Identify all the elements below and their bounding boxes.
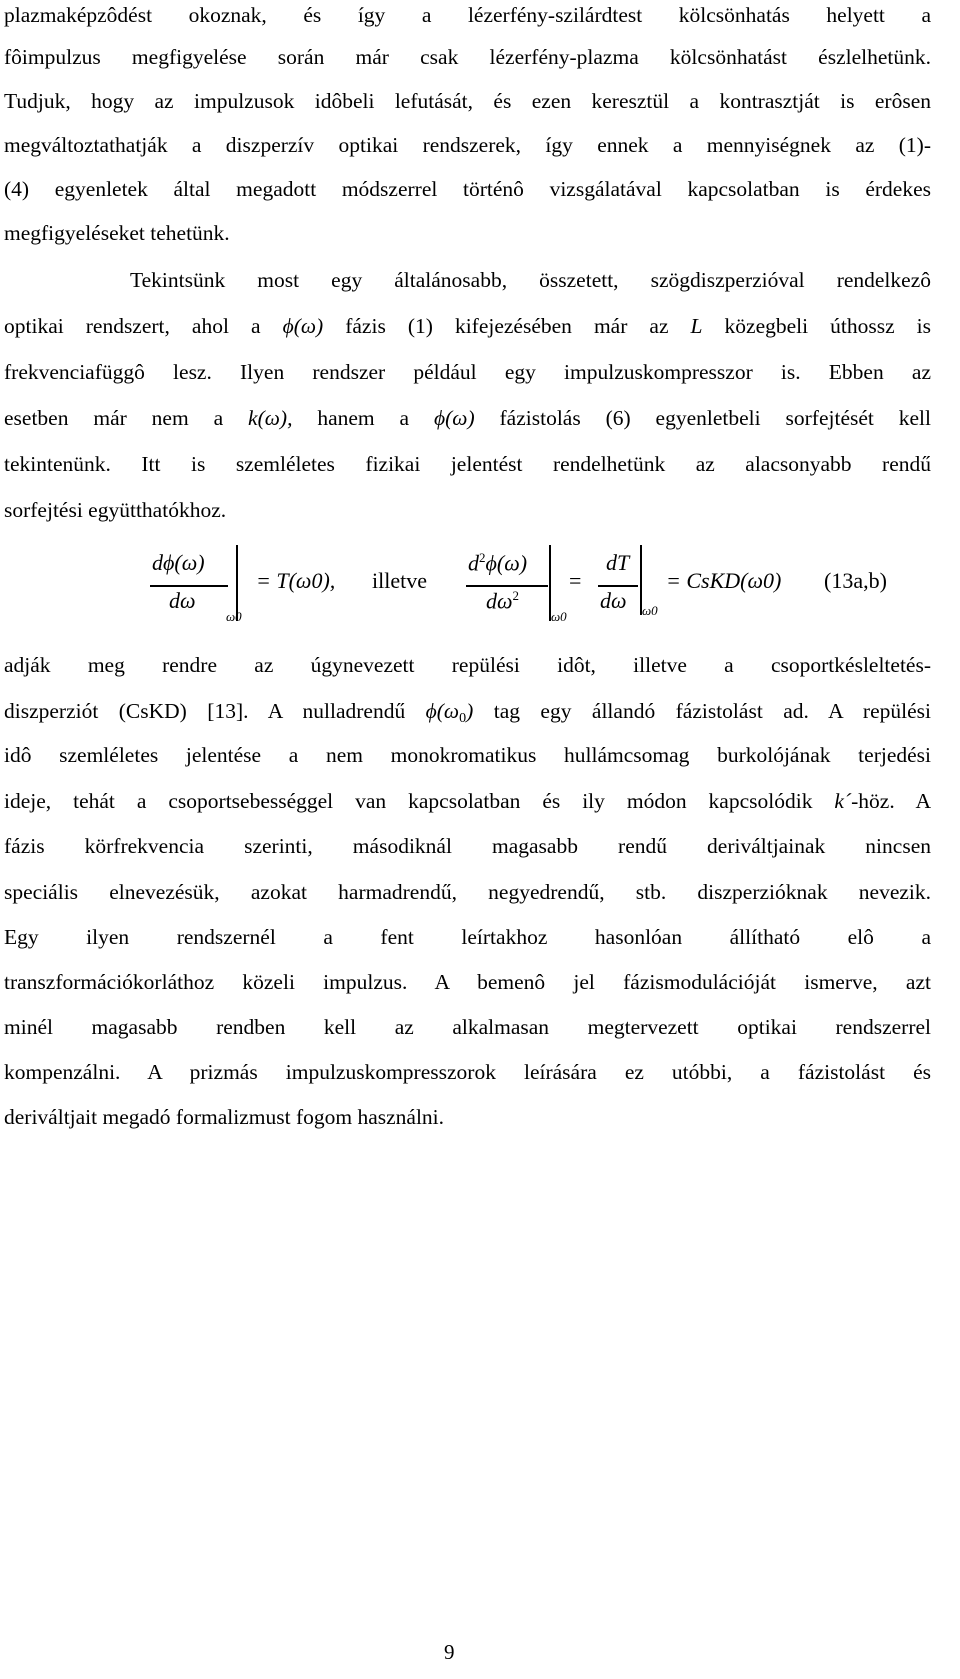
text-fragment: tag egy állandó fázistolást ad. A repülési [473, 699, 931, 723]
wavenumber-symbol: k(ω), [248, 406, 293, 430]
phase-symbol: ϕ(ω) [282, 314, 324, 338]
equation-label: (13a,b) [824, 568, 887, 593]
text-line: idô szemléletes jelentése a nem monokromatikus hullámcsomag burkolójának terjedési [4, 743, 931, 767]
fraction-bar [598, 585, 638, 587]
equals-sign: = [569, 568, 582, 593]
text-fragment: diszperziót (CsKD) [13]. A nulladrendű [4, 699, 426, 723]
phase-symbol-text: ϕ(ω [425, 699, 460, 723]
subscript: 0 [459, 711, 467, 726]
text-fragment: esetben már nem a [4, 406, 249, 430]
phase-expression: ϕ(ω) [485, 550, 528, 576]
text-line [4, 403, 931, 433]
equation-numerator: dϕ(ω) [152, 550, 205, 575]
text-line: minél magasabb rendben kell az alkalmasan megtervezett optikai rendszerrel [4, 1015, 931, 1039]
text-line: sorfejtési együtthatókhoz. [4, 498, 227, 522]
text-line: speciális elnevezésük, azokat harmadrendű, negyedrendű, stb. diszperzióknak nevezik. [4, 880, 931, 904]
text-fragment: -höz. A [851, 789, 932, 813]
text-fragment: közegbeli úthossz is [702, 314, 932, 338]
equation-numerator: dT [606, 550, 630, 575]
text-line [4, 786, 931, 816]
length-symbol: L [690, 314, 703, 338]
page-number: 9 [444, 1640, 455, 1664]
exponent: 2 [479, 550, 486, 565]
text-fragment: hanem a [292, 406, 434, 430]
text-line: deriváltjait megadó formalizmust fogom használni. [4, 1105, 445, 1129]
phase-symbol-close: ) [466, 699, 474, 723]
text-line: Tudjuk, hogy az impulzusok idôbeli lefutását, és ezen keresztül a kontrasztját is erôsen [4, 89, 931, 113]
evaluation-point: ω0 [226, 609, 242, 624]
equation-denominator: dω [600, 588, 627, 613]
evaluation-point: ω0 [551, 609, 567, 624]
text-line: fázis körfrekvencia szerinti, másodiknál magasabb rendű deriváltjainak nincsen [4, 834, 931, 858]
derivative-d: d [468, 550, 479, 576]
text-line [4, 311, 931, 341]
equation-rhs: = T(ω0), [256, 568, 336, 593]
text-line: (4) egyenletek által megadott módszerrel történô vizsgálatával kapcsolatban is érdekes [4, 177, 931, 201]
equation-numerator [468, 550, 527, 576]
text-line: fôimpulzus megfigyelése során már csak lézerfény-plazma kölcsönhatást észlelhetünk. [4, 45, 931, 69]
text-fragment: optikai rendszert, ahol a [4, 314, 283, 338]
fraction-bar [150, 585, 228, 587]
text-line [4, 696, 931, 734]
evaluation-point: ω0 [642, 603, 658, 618]
text-line: frekvenciafüggô lesz. Ilyen rendszer például egy impulzuskompresszor is. Ebben az [4, 360, 931, 384]
equation-connector: illetve [372, 568, 427, 593]
text-line: adják meg rendre az úgynevezett repülési idôt, illetve a csoportkésleltetés- [4, 653, 931, 677]
text-line: tekintenünk. Itt is szemléletes fizikai jelentést rendelhetünk az alacsonyabb rendű [4, 452, 931, 476]
text-fragment: fázistolás (6) egyenletbeli sorfejtését kell [474, 406, 932, 430]
text-fragment: ideje, tehát a csoportsebességgel van kapcsolatban és ily módon kapcsolódik [4, 789, 835, 813]
text-line: Egy ilyen rendszernél a fent leírtakhoz hasonlóan állítható elô a [4, 925, 931, 949]
document-page [4, 0, 931, 1679]
equation-13ab [4, 550, 931, 655]
wavenumber-derivative-symbol: k´ [834, 789, 852, 813]
equation-rhs: = CsKD(ω0) [666, 568, 782, 593]
text-line: megváltoztathatják a diszperzív optikai rendszerek, így ennek a mennyiségnek az (1)- [4, 133, 931, 157]
equation-denominator [486, 588, 519, 614]
exponent: 2 [512, 588, 520, 603]
phase-symbol [425, 699, 474, 726]
fraction-bar [466, 585, 548, 587]
denominator-text: dω [486, 588, 513, 614]
phase-symbol: ϕ(ω) [433, 406, 475, 430]
text-fragment: fázis (1) kifejezésében már az [323, 314, 691, 338]
text-line: megfigyeléseket tehetünk. [4, 221, 230, 245]
text-line: kompenzálni. A prizmás impulzuskompresszorok leírására ez utóbbi, a fázistolást és [4, 1060, 931, 1084]
text-line: transzformációkorláthoz közeli impulzus. A bemenô jel fázismodulációját ismerve, azt [4, 970, 931, 994]
text-line: plazmaképzôdést okoznak, és így a lézerfény-szilárdtest kölcsönhatás helyett a [4, 3, 931, 27]
text-line: Tekintsünk most egy általánosabb, összetett, szögdiszperzióval rendelkezô [130, 268, 931, 292]
equation-denominator: dω [169, 588, 196, 613]
